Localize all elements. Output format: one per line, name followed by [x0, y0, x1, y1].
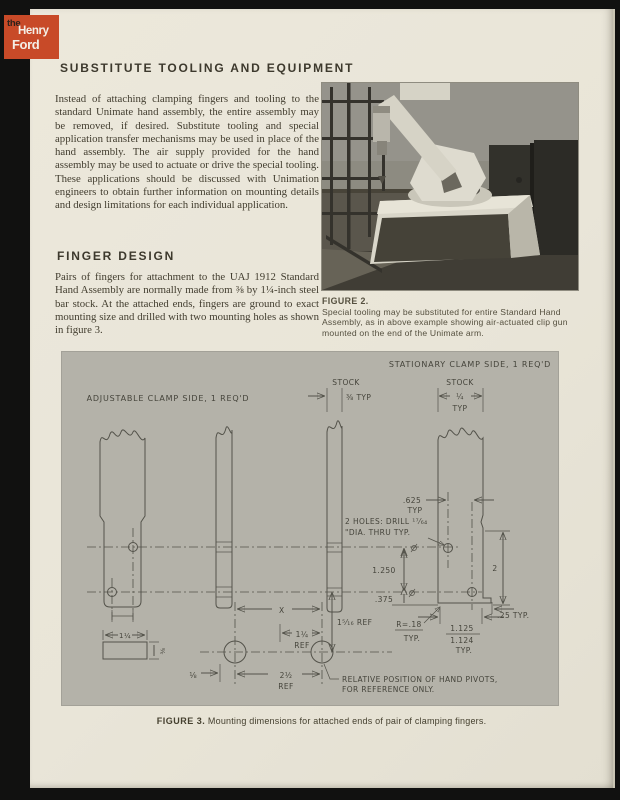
svg-text:R=.18: R=.18 [396, 620, 422, 629]
section2-paragraph: Pairs of fingers for attachment to the UAJ 1912 Standard Hand Assembly are normally made from ⅜ by 1¼-inch steel bar stock. At the attached ends, fingers are ground to exact mounting size and drilled with two mounting holes as shown in figure 3. [55, 271, 319, 337]
logo-ford: Ford [12, 37, 40, 52]
stock1-dim: ⅜ TYP [346, 393, 372, 402]
svg-text:"DIA. THRU TYP.: "DIA. THRU TYP. [345, 528, 411, 537]
stock-dim-stationary [438, 378, 483, 413]
svg-text:.625: .625 [402, 496, 422, 505]
figure2-photo [322, 83, 578, 290]
figure2-caption-text: Special tooling may be substituted for entire Standard Hand Assembly, as in above example showing air-actuated clip gun mounted on the end of the Unimate arm. [322, 306, 568, 338]
figure3-drawing [62, 352, 558, 705]
figure2-caption [322, 296, 580, 338]
henry-ford-logo [4, 15, 59, 59]
figure3-caption [30, 716, 613, 726]
label-adjustable-clamp: ADJUSTABLE CLAMP SIDE, 1 REQ'D [86, 394, 250, 403]
stock2-label: STOCK [446, 378, 474, 387]
section1-heading: SUBSTITUTE TOOLING AND EQUIPMENT [60, 61, 355, 75]
scanned-page [30, 9, 615, 788]
radius-note [395, 607, 440, 643]
dim-x [238, 606, 319, 615]
ref-1516 [332, 593, 372, 651]
svg-text:REF: REF [278, 682, 294, 691]
svg-text:TYP: TYP [407, 506, 423, 515]
svg-text:⅜: ⅜ [159, 647, 167, 655]
ref-212 [238, 671, 319, 691]
figure3-label: FIGURE 3. [156, 716, 206, 726]
holes-note [345, 517, 444, 545]
section2-heading: FINGER DESIGN [57, 249, 176, 263]
svg-text:FOR REFERENCE ONLY.: FOR REFERENCE ONLY. [342, 685, 435, 694]
svg-text:RELATIVE POSITION OF HAND PIVO: RELATIVE POSITION OF HAND PIVOTS, [342, 675, 498, 684]
svg-text:1¼: 1¼ [118, 632, 132, 640]
logo-the: the [7, 18, 21, 29]
figure2-label: FIGURE 2. [322, 296, 369, 306]
svg-text:X: X [279, 606, 285, 615]
dim-1250 [372, 544, 417, 597]
svg-text:REF: REF [294, 641, 310, 650]
stock1-label: STOCK [332, 378, 360, 387]
svg-text:1⁵⁄₁₆ REF: 1⁵⁄₁₆ REF [337, 618, 373, 627]
bar-stock-section [103, 630, 167, 659]
svg-text:2 HOLES: DRILL ¹⁷⁄₆₄: 2 HOLES: DRILL ¹⁷⁄₆₄ [345, 517, 428, 526]
svg-text:1.124: 1.124 [450, 636, 474, 645]
svg-text:2: 2 [492, 564, 498, 573]
finger-bottom-ticks [112, 610, 133, 622]
svg-text:1.250: 1.250 [372, 566, 396, 575]
svg-text:TYP.: TYP. [455, 646, 473, 655]
svg-text:.25 TYP.: .25 TYP. [497, 611, 530, 620]
dim-18 [189, 664, 220, 682]
finger-adjustable-front [100, 430, 145, 607]
finger-stationary-front [438, 428, 491, 603]
unimate-robot-illustration [322, 83, 578, 290]
stock2-dim: ¼ [456, 392, 464, 401]
svg-text:TYP.: TYP. [403, 634, 421, 643]
svg-text:1.125: 1.125 [450, 624, 474, 633]
dim-375 [375, 594, 438, 605]
dim-2 [485, 531, 510, 605]
dim-625 [403, 496, 494, 515]
pivot-note [324, 664, 498, 694]
svg-text:2½: 2½ [279, 671, 293, 680]
finger-adjustable-side [216, 427, 232, 608]
stock-dim-adjustable [308, 378, 371, 412]
finger-stationary-side [327, 421, 342, 612]
svg-text:⅛: ⅛ [189, 671, 197, 680]
figure3-panel [62, 352, 558, 705]
figure3-caption-text: Mounting dimensions for attached ends of pair of clamping fingers. [205, 716, 487, 726]
logo-henry: Henry [18, 25, 49, 37]
stock2-typ: TYP [452, 404, 468, 413]
dim-1125 [418, 608, 504, 655]
svg-text:1¼: 1¼ [295, 630, 309, 639]
svg-text:.375: .375 [374, 595, 394, 604]
label-stationary-clamp: STATIONARY CLAMP SIDE, 1 REQ'D [388, 360, 552, 369]
section1-paragraph: Instead of attaching clamping fingers and tooling to the standard Unimate hand assembly, the entire assembly may be removed, if desired. Substitute tooling and special application transfer mechanisms may be used in place of the hand assembly. The air supply provided for the hand assembly may be used to actuate or drive the special tooling. These applications should be discussed with Unimation engineers to obtain further information on mounting details and design limitations for each individual application. [55, 93, 319, 212]
